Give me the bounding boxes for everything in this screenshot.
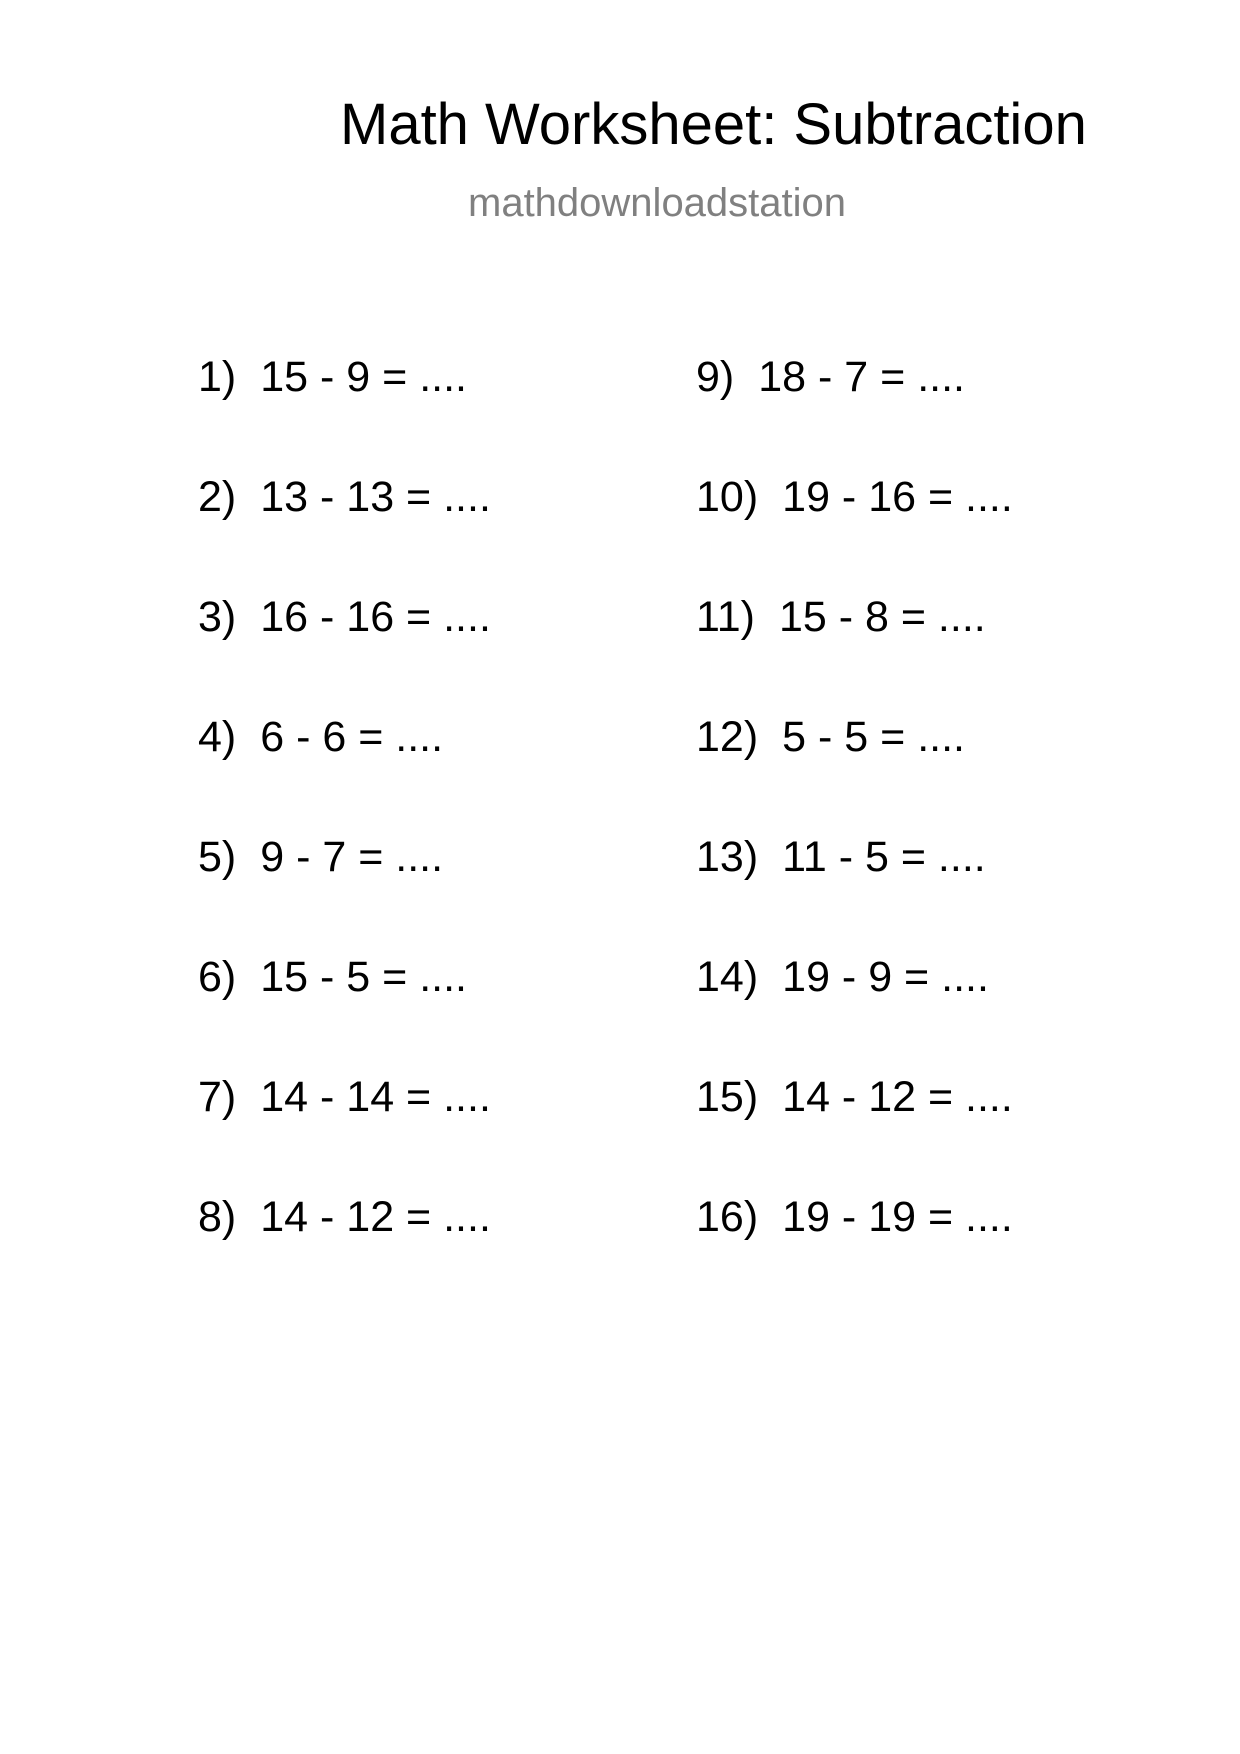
problem-expression: 15 - 8 = ....: [778, 593, 986, 641]
problem-expression: 16 - 16 = ....: [260, 593, 491, 641]
problem-number: 10): [696, 473, 759, 521]
problem-number: 15): [696, 1073, 759, 1121]
problem-item: [696, 353, 965, 401]
problem-item: [696, 473, 1013, 521]
problem-expression: 15 - 9 = ....: [260, 353, 467, 401]
problem-expression: 9 - 7 = ....: [260, 833, 444, 881]
problem-number: 1): [198, 353, 237, 401]
problem-number: 3): [198, 593, 237, 641]
problem-expression: 14 - 12 = ....: [260, 1193, 491, 1241]
problem-number: 12): [696, 713, 759, 761]
page-title: Math Worksheet: Subtraction: [340, 92, 1087, 157]
problem-number: 11): [696, 593, 755, 641]
problem-number: 9): [696, 353, 735, 401]
problem-item: [696, 953, 989, 1001]
problem-number: 6): [198, 953, 237, 1001]
problem-expression: 5 - 5 = ....: [782, 713, 965, 761]
problem-expression: 13 - 13 = ....: [260, 473, 491, 521]
page-subtitle: mathdownloadstation: [468, 181, 847, 225]
problem-number: 14): [696, 953, 759, 1001]
problem-expression: 6 - 6 = ....: [260, 713, 444, 761]
problem-item: [696, 713, 965, 761]
problem-number: 13): [696, 833, 759, 881]
problem-expression: 18 - 7 = ....: [758, 353, 965, 401]
problem-expression: 19 - 9 = ....: [782, 953, 989, 1001]
problem-item: [696, 1073, 1013, 1121]
problem-item: [198, 713, 444, 761]
problem-item: [696, 593, 986, 641]
problem-expression: 11 - 5 = ....: [782, 833, 986, 881]
problem-item: [198, 953, 467, 1001]
problem-expression: 19 - 19 = ....: [782, 1193, 1013, 1241]
problem-number: 5): [198, 833, 237, 881]
problem-item: [696, 833, 986, 881]
problem-item: [696, 1193, 1013, 1241]
problem-expression: 15 - 5 = ....: [260, 953, 467, 1001]
problem-number: 4): [198, 713, 237, 761]
problem-number: 7): [198, 1073, 237, 1121]
problem-item: [198, 833, 444, 881]
problem-item: [198, 593, 491, 641]
problem-expression: 19 - 16 = ....: [782, 473, 1013, 521]
problem-item: [198, 473, 491, 521]
problem-number: 8): [198, 1193, 237, 1241]
problem-number: 2): [198, 473, 237, 521]
problem-item: [198, 1193, 491, 1241]
problem-item: [198, 353, 467, 401]
problem-item: [198, 1073, 491, 1121]
problem-number: 16): [696, 1193, 759, 1241]
problem-expression: 14 - 12 = ....: [782, 1073, 1013, 1121]
problem-expression: 14 - 14 = ....: [260, 1073, 491, 1121]
